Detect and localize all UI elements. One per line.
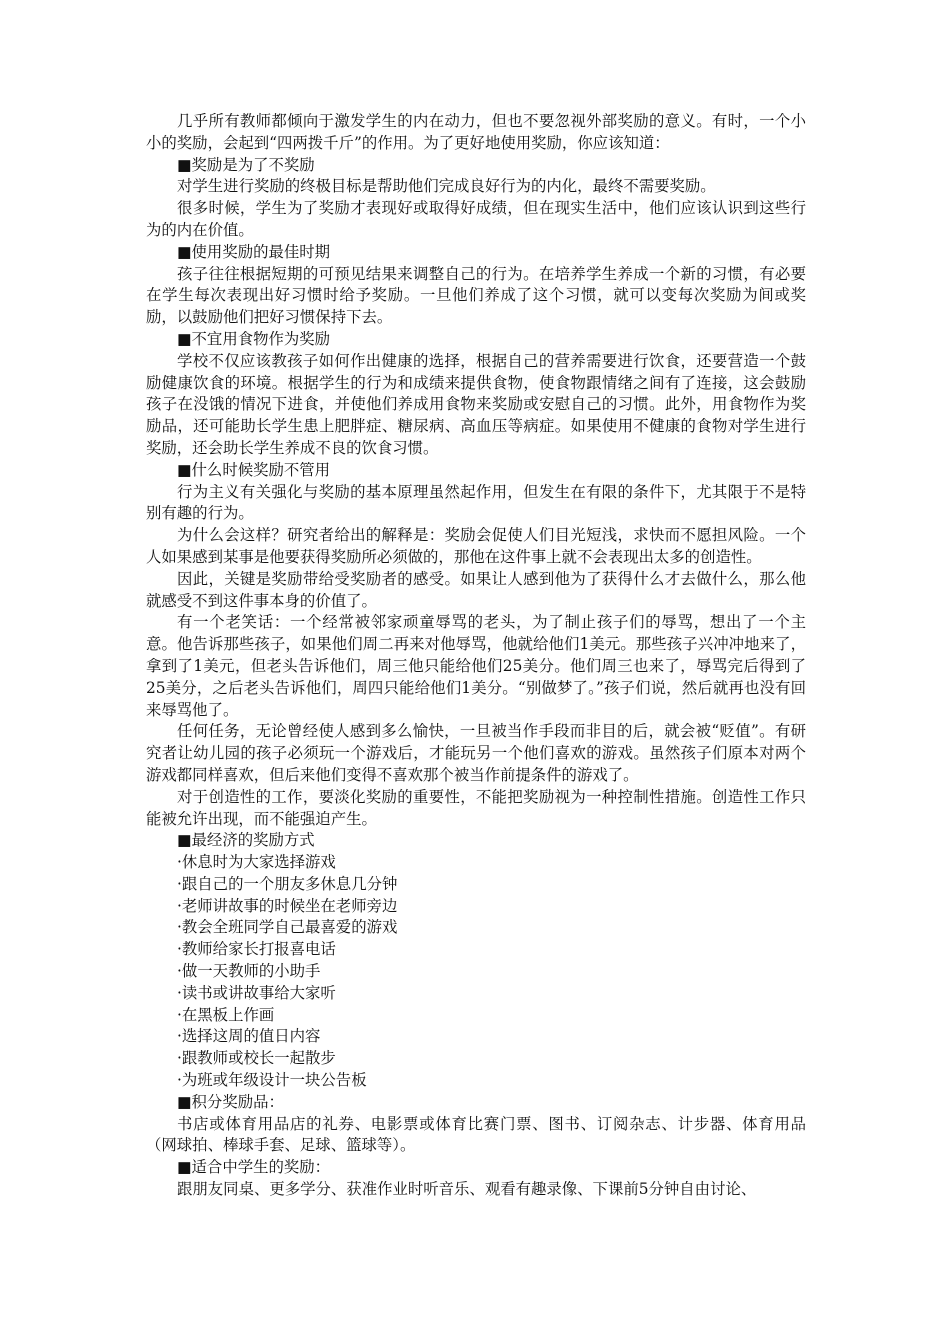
paragraph: 书店或体育用品店的礼券、电影票或体育比赛门票、图书、订阅杂志、计步器、体育用品（网球拍、棒球手套、足球、篮球等）。 — [146, 1114, 806, 1155]
list-item: ·跟教师或校长一起散步 — [177, 1049, 336, 1068]
section-heading-middle-school-rewards: ■适合中学生的奖励： — [177, 1158, 331, 1177]
list-item: ·选择这周的值日内容 — [177, 1027, 321, 1046]
paragraph: 为什么会这样？研究者给出的解释是：奖励会促使人们目光短浅，求快而不愿担风险。一个人如果感到某事是他要获得奖励所必须做的，那他在这件事上就不会表现出太多的创造性。 — [146, 526, 806, 566]
list-item: ·为班或年级设计一块公告板 — [177, 1071, 367, 1090]
paragraph: 对于创造性的工作，要淡化奖励的重要性，不能把奖励视为一种控制性措施。创造性工作只能被允许出现，而不能强迫产生。 — [146, 787, 806, 828]
paragraph: 跟朋友同桌、更多学分、获准作业时听音乐、观看有趣录像、下课前5分钟自由讨论、 — [177, 1180, 757, 1199]
paragraph: 因此，关键是奖励带给受奖励者的感受。如果让人感到他为了获得什么才去做什么，那么他就感受不到这件事本身的价值了。 — [146, 569, 806, 610]
paragraph: 有一个老笑话：一个经常被邻家顽童辱骂的老头，为了制止孩子们的辱骂，想出了一个主意。他告诉那些孩子，如果他们周二再来对他辱骂，他就给他们1美元。那些孩子兴冲冲地来了，拿到了1美元，但老头告诉他们，周三他只能给他们25美分。他们周三也来了，辱骂完后得到了25美分，之后老头告诉他们，周四只能给他们1美分。“别做梦了。”孩子们说，然后就再也没有回来辱骂他了。 — [146, 613, 806, 719]
section-heading-no-food: ■不宜用食物作为奖励 — [177, 329, 331, 348]
paragraph: 学校不仅应该教孩子如何作出健康的选择，根据自己的营养需要进行饮食，还要营造一个鼓励健康饮食的环境。根据学生的行为和成绩来提供食物，使食物跟情绪之间有了连接，这会鼓励孩子在没饿的情况下进食，并使他们养成用食物来奖励或安慰自己的习惯。此外，用食物作为奖励品，还可能助长学生患上肥胖症、糖尿病、高血压等病症。如果使用不健康的食物对学生进行奖励，还会助长学生养成不良的饮食习惯。 — [146, 351, 806, 457]
list-item: ·在黑板上作画 — [177, 1005, 275, 1024]
paragraph: 任何任务，无论曾经使人感到多么愉快，一旦被当作手段而非目的后，就会被“贬值”。有研究者让幼儿园的孩子必须玩一个游戏后，才能玩另一个他们喜欢的游戏。虽然孩子们原本对两个游戏都同样喜欢，但后来他们变得不喜欢那个被当作前提条件的游戏了。 — [146, 722, 806, 784]
paragraph: 行为主义有关强化与奖励的基本原理虽然起作用，但发生在有限的条件下，尤其限于不是特别有趣的行为。 — [146, 482, 806, 523]
list-item: ·老师讲故事的时候坐在老师旁边 — [177, 896, 398, 915]
section-heading-point-rewards: ■积分奖励品： — [177, 1092, 284, 1111]
section-heading-when-reward-fails: ■什么时候奖励不管用 — [177, 460, 331, 479]
paragraph: 孩子往往根据短期的可预见结果来调整自己的行为。在培养学生养成一个新的习惯，有必要在学生每次表现出好习惯时给予奖励。一旦他们养成了这个习惯，就可以变每次奖励为间或奖励，以鼓励他们把好习惯保持下去。 — [146, 264, 806, 327]
paragraph: 很多时候，学生为了奖励才表现好或取得好成绩，但在现实生活中，他们应该认识到这些行为的内在价值。 — [146, 199, 806, 239]
list-item: ·读书或讲故事给大家听 — [177, 983, 336, 1002]
intro-paragraph: 几乎所有教师都倾向于激发学生的内在动力，但也不要忽视外部奖励的意义。有时，一个小小的奖励，会起到“四两拨千斤”的作用。为了更好地使用奖励，你应该知道： — [146, 112, 806, 152]
list-item: ·跟自己的一个朋友多休息几分钟 — [177, 874, 398, 893]
list-item: ·休息时为大家选择游戏 — [177, 853, 336, 872]
list-item: ·教会全班同学自己最喜爱的游戏 — [177, 918, 398, 937]
section-heading-reward-to-not-reward: ■奖励是为了不奖励 — [177, 155, 315, 174]
section-heading-economic-rewards: ■最经济的奖励方式 — [177, 831, 315, 850]
list-item: ·教师给家长打报喜电话 — [177, 940, 336, 959]
document-page — [146, 111, 806, 1201]
paragraph: 对学生进行奖励的终极目标是帮助他们完成良好行为的内化，最终不需要奖励。 — [177, 177, 716, 196]
reward-list — [146, 852, 806, 1092]
section-heading-best-time: ■使用奖励的最佳时期 — [177, 242, 331, 261]
list-item: ·做一天教师的小助手 — [177, 962, 321, 981]
